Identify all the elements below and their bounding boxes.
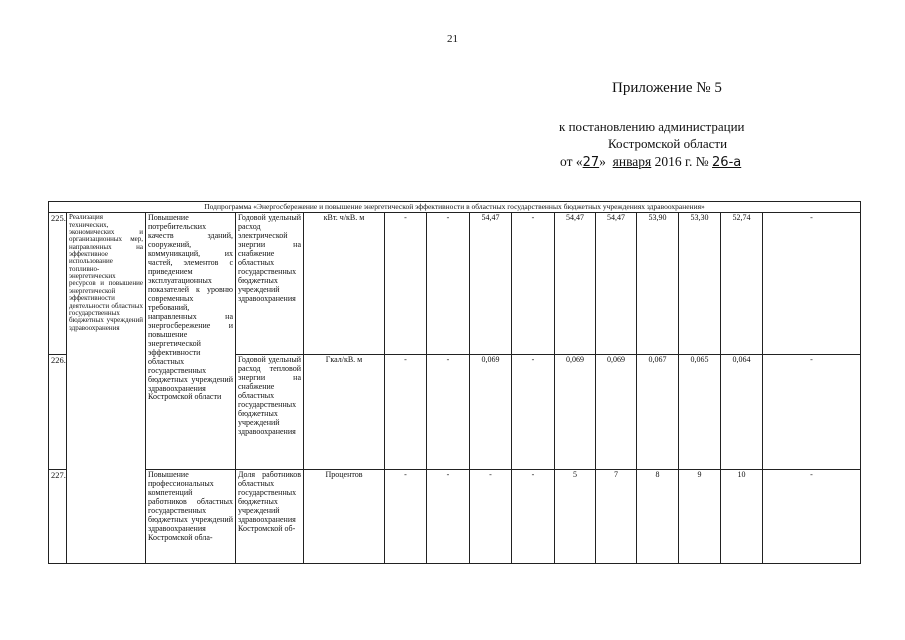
value-cell: - — [763, 355, 861, 470]
value-cell: 54,47 — [555, 213, 596, 355]
value-cell: 0,069 — [470, 355, 512, 470]
value-cell: 54,47 — [470, 213, 512, 355]
decree-line-2: Костромской области — [608, 136, 728, 151]
value-cell: 53,90 — [637, 213, 679, 355]
value-cell: 10 — [721, 470, 763, 564]
row-number: 227. — [49, 470, 67, 564]
measure-cell: Повышение потребительских качеств зданий, сооружений, коммуникаций, их частей, элементов с приведением эксплуатационных показателей к уровню современных требований, направленных на энергосбережение и повышение энергетической эффективности областных государственных бюджетных учреждений здравоохранения Костромской области — [146, 213, 236, 470]
value-cell: 54,47 — [596, 213, 637, 355]
value-cell: - — [512, 213, 555, 355]
value-cell: 7 — [596, 470, 637, 564]
value-cell: 0,067 — [637, 355, 679, 470]
indicator-cell: Годовой удельный расход электрической энергии на снабжение областных государственных бюджетных учреждений здравоохранения — [236, 213, 304, 355]
indicator-cell: Годовой удельный расход тепловой энергии на снабжение областных государственных бюджетных учреждений здравоохранения — [236, 355, 304, 470]
appendix-title: Приложение № 5 — [612, 80, 722, 96]
value-cell: 5 — [555, 470, 596, 564]
value-cell: 8 — [637, 470, 679, 564]
value-cell: 9 — [679, 470, 721, 564]
value-cell: 0,064 — [721, 355, 763, 470]
decree-quote: » — [599, 154, 606, 169]
value-cell: - — [512, 470, 555, 564]
value-cell: - — [385, 470, 427, 564]
value-cell: - — [470, 470, 512, 564]
unit-cell: Процентов — [304, 470, 385, 564]
indicators-table — [48, 201, 861, 564]
indicator-cell: Доля работников областных государственных бюджетных учреждений здравоохранения Костромской об- — [236, 470, 304, 564]
subprogram-title: Подпрограмма «Энергосбережение и повышение энергетической эффективности в областных государственных бюджетных учреждениях здравоохранения» — [49, 202, 861, 213]
subprogram-row — [49, 202, 861, 213]
page-number: 21 — [447, 33, 458, 45]
decree-day: 27 — [582, 155, 600, 170]
value-cell: 53,30 — [679, 213, 721, 355]
decree-month: января — [612, 154, 652, 169]
value-cell: - — [763, 470, 861, 564]
measure-cell: Повышение профессиональных компетенций работников областных государственных бюджетных учреждений здравоохранения Костромской обла- — [146, 470, 236, 564]
task-cell: Реализация технических, экономических и организационных мер, направленных на эффективное использование топливно-энергетических ресурсов и повышение энергетической эффективности деятельности областных государственных бюджетных учреждений здравоохранения — [67, 213, 146, 564]
value-cell: - — [427, 470, 470, 564]
decree-year-number: 2016 г. № — [654, 154, 709, 169]
value-cell: - — [427, 213, 470, 355]
value-cell: 0,065 — [679, 355, 721, 470]
row-number: 226. — [49, 355, 67, 470]
decree-date-line — [560, 154, 741, 170]
table-row — [49, 213, 861, 355]
value-cell: - — [512, 355, 555, 470]
value-cell: 0,069 — [596, 355, 637, 470]
table-row — [49, 470, 861, 564]
decree-number: 26-а — [712, 155, 742, 170]
value-cell: - — [763, 213, 861, 355]
unit-cell: Гкал/кВ. м — [304, 355, 385, 470]
value-cell: - — [385, 213, 427, 355]
value-cell: 0,069 — [555, 355, 596, 470]
decree-prefix: от « — [560, 154, 583, 169]
row-number: 225. — [49, 213, 67, 355]
value-cell: 52,74 — [721, 213, 763, 355]
unit-cell: кВт. ч/кВ. м — [304, 213, 385, 355]
value-cell: - — [427, 355, 470, 470]
decree-line-1: к постановлению администрации — [559, 119, 745, 134]
value-cell: - — [385, 355, 427, 470]
